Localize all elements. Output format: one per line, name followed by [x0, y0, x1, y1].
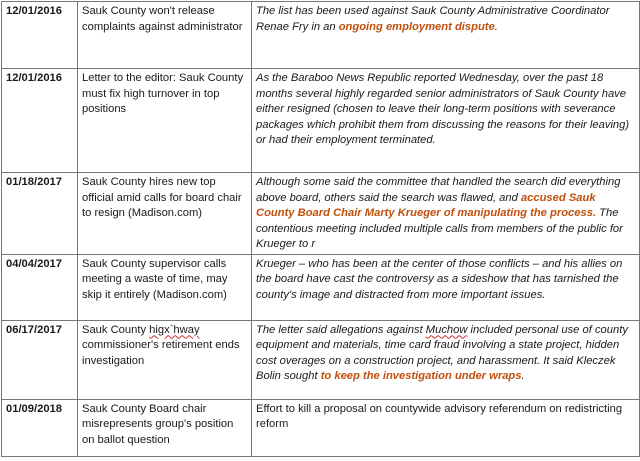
- headline-cell: Sauk County Board chair misrepresents group's position on ballot question: [78, 399, 252, 456]
- description-cell: [252, 2, 640, 69]
- description-text: Although some said the committee that handled the search did everything above board, others said the search was flawed, and: [256, 176, 621, 204]
- table-row: [2, 320, 640, 399]
- description-text: The list has been used against Sauk County Administrative Coordinator Renae Fry in an: [256, 5, 610, 33]
- description-cell: As the Baraboo News Republic reported Wednesday, over the past 18 months several highly regarded senior administrators of Sauk County have either resigned (chosen to leave their long-term positions with severance packages which prohibit them from discussing the reasons for their leaving) or had their employment terminated.: [252, 69, 640, 173]
- date-cell: 06/17/2017: [2, 320, 78, 399]
- description-cell: [252, 320, 640, 399]
- highlighted-text: to keep the investigation under wraps: [320, 370, 522, 382]
- headline-text: Sauk County: [82, 323, 150, 336]
- description-cell: Effort to kill a proposal on countywide advisory referendum on redistricting reform: [252, 399, 640, 456]
- description-text: The letter said allegations against: [256, 323, 426, 336]
- description-cell: Krueger – who has been at the center of those conflicts – and his allies on the board have cast the controversy as a sideshow that has tarnished the county's image and distracted from more important issues.: [252, 254, 640, 320]
- headline-cell: Sauk County won't release complaints against administrator: [78, 2, 252, 69]
- description-text: The contentious meeting included multiple calls from members of the public for Krueger to r: [256, 207, 623, 250]
- misspelled-word: higx`hway: [149, 323, 200, 336]
- description-text: .: [494, 20, 498, 33]
- table-row: [2, 399, 640, 456]
- timeline-table: [1, 1, 640, 457]
- date-cell: 04/04/2017: [2, 254, 78, 320]
- highlighted-text: ongoing employment dispute: [338, 20, 495, 33]
- date-cell: 12/01/2016: [2, 69, 78, 173]
- description-cell: [252, 173, 640, 255]
- headline-text: commissioner's retirement ends investigation: [82, 339, 240, 367]
- date-cell: 01/09/2018: [2, 399, 78, 456]
- headline-cell: Letter to the editor: Sauk County must fix high turnover in top positions: [78, 69, 252, 173]
- headline-cell: Sauk County hires new top official amid calls for board chair to resign (Madison.com): [78, 173, 252, 255]
- table-row: [2, 254, 640, 320]
- table-row: [2, 69, 640, 173]
- table-row: [2, 2, 640, 69]
- description-text: .: [521, 370, 525, 382]
- description-text: included personal use of county equipment and materials, time card fraud involving a state project, hidden cost overages on a construction project, and harassment. It said Kleczek Bolin sought: [256, 323, 628, 382]
- headline-cell: Sauk County supervisor calls meeting a waste of time, may skip it entirely (Madison.com): [78, 254, 252, 320]
- date-cell: 12/01/2016: [2, 2, 78, 69]
- highlighted-text: accused Sauk County Board Chair Marty Krueger of manipulating the process.: [256, 191, 597, 219]
- date-cell: 01/18/2017: [2, 173, 78, 255]
- headline-cell: [78, 320, 252, 399]
- misspelled-word: Muchow: [425, 323, 468, 336]
- table-row: [2, 173, 640, 255]
